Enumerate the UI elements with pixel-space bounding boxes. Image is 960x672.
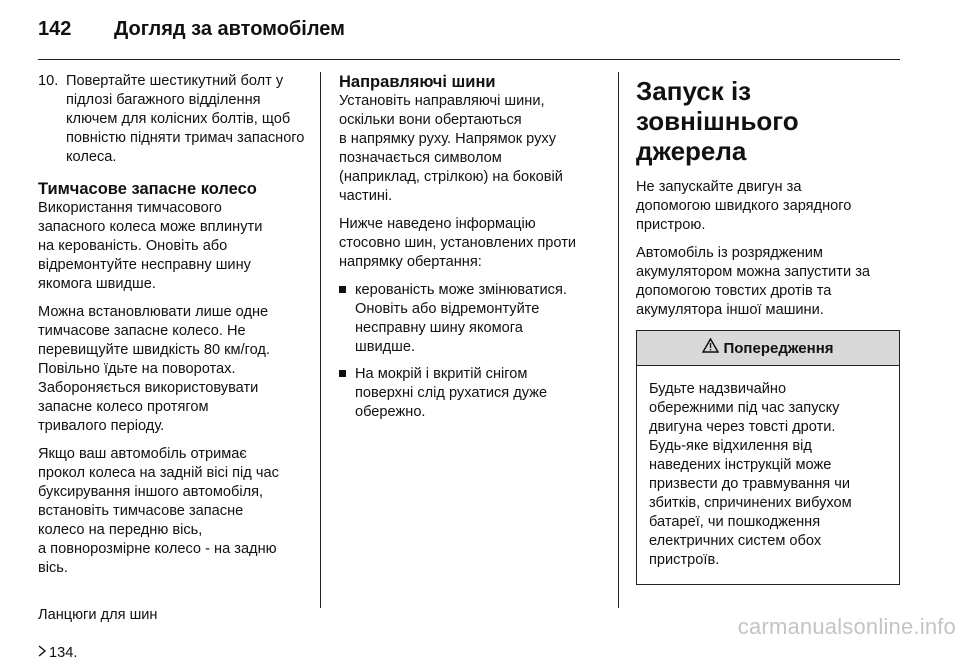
warning-title: Попередження <box>723 339 834 357</box>
column-3 <box>636 72 900 585</box>
section-heading-directional-tyres: Направляючі шини <box>339 73 496 91</box>
cross-reference-page: 134. <box>49 645 78 661</box>
column-divider-1 <box>320 72 321 608</box>
paragraph: Установіть направляючі шини, оскільки вони обертаються в напрямку руху. Напрямок руху позначається символом (наприклад, стрілкою) на боковій частині. <box>339 93 563 204</box>
list-item-text: керованість може змінюватися. Оновіть або відремонтуйте несправну шину якомога швидше. <box>355 282 567 355</box>
arrow-reference-icon <box>38 625 47 663</box>
page-title: Догляд за автомобілем <box>114 18 345 40</box>
header-divider <box>38 59 900 60</box>
column-1 <box>38 72 310 672</box>
list-item <box>339 281 602 357</box>
cross-reference[interactable] <box>38 587 310 663</box>
list-item-text: На мокрій і вкритій снігом поверхні слід рухатися дуже обережно. <box>355 366 548 420</box>
paragraph: Нижче наведено інформацію стосовно шин, установлених проти напрямку обертання: <box>339 216 577 270</box>
section-heading-jump-start: Запуск із зовнішнього джерела <box>636 76 799 166</box>
watermark: carmanualsonline.info <box>737 614 956 639</box>
warning-header <box>637 331 899 366</box>
step-number: 10. <box>38 73 59 89</box>
list-item <box>339 365 602 422</box>
bullet-list <box>339 281 602 422</box>
warning-box <box>636 330 900 585</box>
step-item <box>38 72 310 167</box>
paragraph: Автомобіль із розрядженим акумулятором можна запустити за допомогою товстих дротів та акумулятора іншої машини. <box>636 245 870 318</box>
bullet-square-icon <box>339 286 346 293</box>
column-divider-2 <box>618 72 619 608</box>
paragraph: Можна встановлювати лише одне тимчасове запасне колесо. Не перевищуйте швидкість 80 км/год. Повільно їдьте на поворотах. Забороняється використовувати запасне колесо протягом тривалого періоду. <box>38 304 270 434</box>
column-2 <box>339 72 602 430</box>
paragraph: Якщо ваш автомобіль отримає прокол колеса на задній вісі під час буксирування іншого автомобіля, встановіть тимчасове запасне колесо на передню вісь, а повнорозмірне колесо - на задню вісь. <box>38 446 279 576</box>
section-heading-temporary-spare: Тимчасове запасне колесо <box>38 180 257 198</box>
paragraph: Не запускайте двигун за допомогою швидкого зарядного пристрою. <box>636 179 852 233</box>
bullet-square-icon <box>339 370 346 377</box>
step-text: Повертайте шестикутний болт у підлозі багажного відділення ключем для колісних болтів, щоб повністю підняти тримач запасного колеса. <box>66 73 305 165</box>
page-number: 142 <box>38 18 72 40</box>
paragraph: Використання тимчасового запасного колеса може вплинути на керованість. Оновіть або відремонтуйте несправну шину якомога швидше. <box>38 200 263 292</box>
warning-text: Будьте надзвичайно обережними під час запуску двигуна через товсті дроти. Будь-яке відхилення від наведених інструкцій може призвести до травмування чи збитків, спричинених вибухом батареї, чи пошкодження електричних систем обох пристроїв. <box>649 381 852 568</box>
warning-triangle-icon <box>702 338 719 358</box>
cross-reference-text: Ланцюги для шин <box>38 607 158 623</box>
